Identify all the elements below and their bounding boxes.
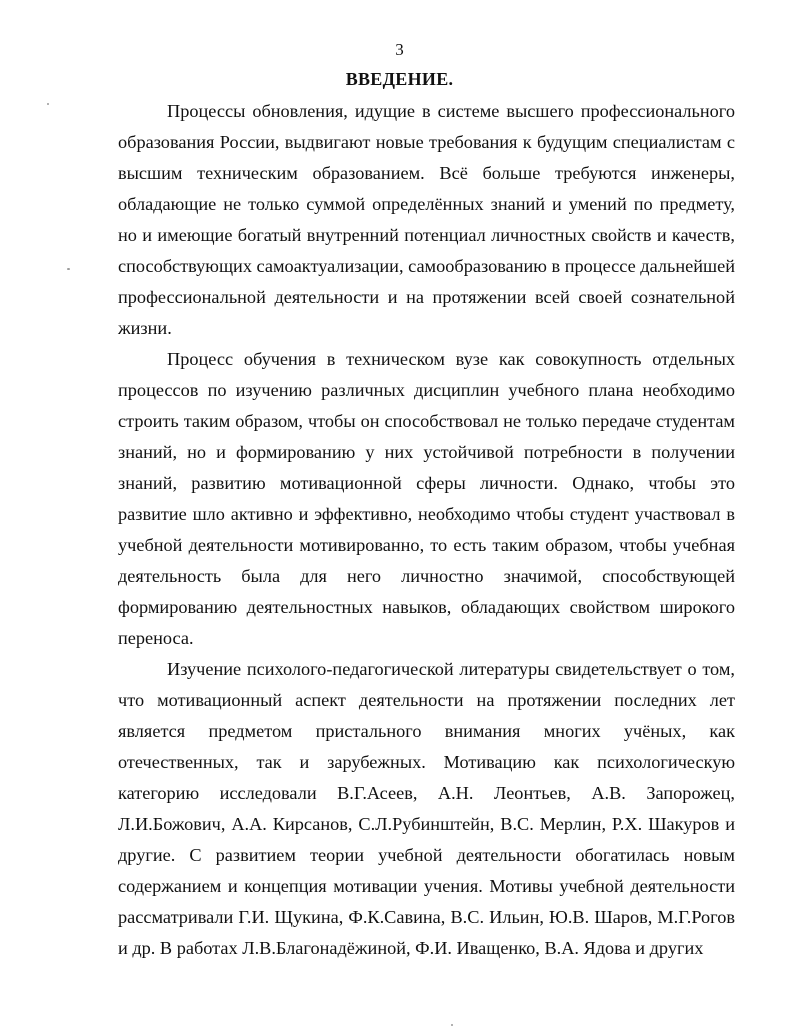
- scan-speck: [47, 103, 49, 105]
- section-heading: ВВЕДЕНИЕ.: [345, 69, 454, 89]
- scan-speck: [451, 1024, 453, 1026]
- paragraph-1: Процессы обновления, идущие в системе высшего профессионального образования России, выдвигают новые требования к будущим специалистам с высшим техническим образованием. Всё больше требуются инженеры, обладающие не только суммой определённых знаний и умений по предмету, но и имеющие богатый внутренний потенциал личностных свойств и качеств, способствующих самоактуализации, самообразованию в процессе дальнейшей профессиональной деятельности и на протяжении всей своей сознательной жизни.: [118, 101, 735, 338]
- scan-speck: [67, 268, 70, 270]
- page-number: 3: [395, 40, 404, 59]
- paragraph-3: Изучение психолого-педагогической литературы свидетельствует о том, что мотивационный аспект деятельности на протяжении последних лет является предметом пристального внимания многих учёных, как отечественных, так и зарубежных. Мотивацию как психологическую категорию исследовали В.Г.Асеев, А.Н. Леонтьев, А.В. Запорожец, Л.И.Божович, А.А. Кирсанов, С.Л.Рубинштейн, В.С. Мерлин, Р.Х. Шакуров и другие. С развитием теории учебной деятельности обогатилась новым содержанием и концепция мотивации учения. Мотивы учебной деятельности рассматривали Г.И. Щукина, Ф.К.Савина, В.С. Ильин, Ю.В. Шаров, М.Г.Рогов и др. В работах Л.В.Благонадёжиной, Ф.И. Иващенко, В.А. Ядова и других: [118, 659, 735, 958]
- paragraph-2: Процесс обучения в техническом вузе как совокупность отдельных процессов по изучению различных дисциплин учебного плана необходимо строить таким образом, чтобы он способствовал не только передаче студентам знаний, но и формированию у них устойчивой потребности в получении знаний, развитию мотивационной сферы личности. Однако, чтобы это развитие шло активно и эффективно, необходимо чтобы студент участвовал в учебной деятельности мотивированно, то есть таким образом, чтобы учебная деятельность была для него личностно значимой, способствующей формированию деятельностных навыков, обладающих свойством широкого переноса.: [118, 349, 735, 648]
- body-text: [118, 96, 735, 964]
